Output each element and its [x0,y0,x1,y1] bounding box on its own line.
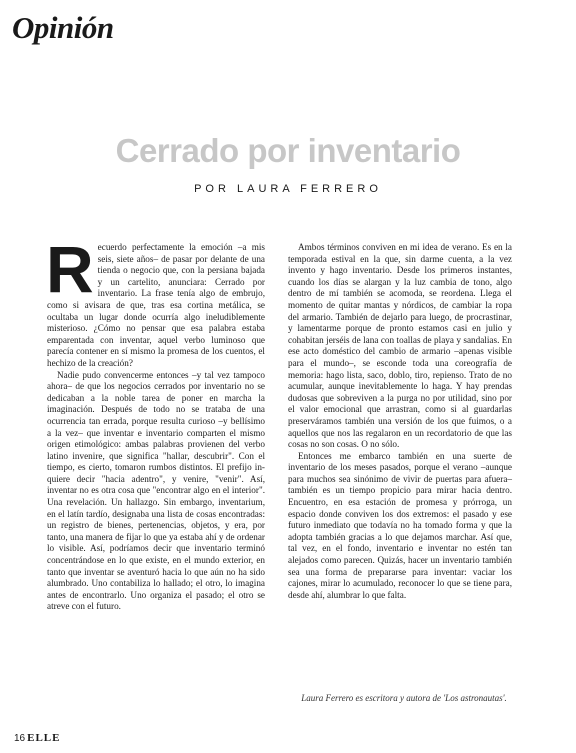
page-footer [14,732,60,744]
byline: POR LAURA FERRERO [194,183,382,195]
article-column-left [46,232,265,613]
brand-logo: ELLE [27,732,61,744]
author-note: Laura Ferrero es escritora y autora de 'Los astronautas'. [301,693,507,703]
page-number: 16 [14,733,26,744]
paragraph: Nadie pudo convencerme entonces –y tal vez tampoco ahora– de que los negocios cerrados por inventario no se dedicaban a la noble tarea de poner en marcha la imaginación. Después de todo no se trataba de una ocurrencia tan errada, porque resulta curioso –y bellísimo a la vez– que inventar e inventario comparten el mismo origen etimológico: ambas palabras provienen del verbo latino invenire, que significa "hallar, descubrir". Con el tiempo, es cierto, tomaron rumbos distintos. El prefijo in- quiere decir "hacia adentro", y venire, "venir". Así, inventar no es otra cosa que "encontrar algo en el interior". Una revelación. Un hallazgo. Sin embargo, inventarium, en el latín tardío, designaba una lista de cosas encontradas: un registro de bienes, pertenencias, objetos, y era, por tanto, una manera de fijar lo que ya estaba ahí y de ordenar lo visible. Así, podríamos decir que inventario terminó concentrándose en lo que existe, en el mundo exterior, en tanto que inventar se aventuró hacia lo que aún no ha sido alumbrado. Uno contabiliza lo hallado; el otro, lo imagina antes de encontrarlo. Uno organiza el pasado; el otro se atreve con el futuro. [47,369,265,612]
paragraph: Ambos términos conviven en mi idea de verano. Es en la temporada estival en la que, sin darme cuenta, a la vez invento y hago inventario. Desde los primeros instantes, cuando los días se alargan y la luz cambia de tono, algo dentro de mí también se acomoda, se reordena. Llega el momento de quitar mantas y nórdicos, de cambiar la ropa del armario. También de dejarlo para luego, de procrastinar, y lamentarme porque de pronto estamos casi en julio y cohabitan jerséis de lana con toallas de playa y sandalias. En ese acto doméstico del cambio de armario –apenas visible para el mundo–, se esconde toda una coreografía de memoria: hago lista, saco, doblo, tiro, repienso. Trato de no acumular, aunque inevitablemente lo haga. Y hay prendas dudosas que sobreviven a la purga no por utilidad, sino por el valor emocional que arrastran, como si al guardarlas preserváramos también una versión de los que fuimos, o a aquellos que nos las regalaron en un recordatorio de que las cosas no son cosas. O no sólo. [288,242,512,450]
dropcap: R [46,232,94,306]
article-title: Cerrado por inventario [115,132,461,169]
paragraph: Recuerdo perfectamente la emoción –a mis seis, siete años– de pasar por delante de una tienda o negocio que, con la persiana bajada y un cartelito, anunciara: Cerrado por inventario. La frase tenía algo de embrujo, como si avisara de que, tras esa cortina metálica, se ocultaba un lugar donde ocurría algo ineludiblemente misterioso. ¿Cómo no pensar que esa palabra estaba emparentada con inventar, aquel verbo luminoso que parecía contener en sí mismo la promesa de los cuentos, el hechizo de la creación? [46,232,265,368]
article-column-right [288,242,512,601]
section-label: Opinión [12,10,114,45]
paragraph: Entonces me embarco también en una suerte de inventario de los meses pasados, porque el verano –aunque para muchos sea sinónimo de vivir de puertas para afuera– también es un tiempo propicio para mirar hacia dentro. Encuentro, en esa estación de promesa y prórroga, un espacio donde conviven los dos extremos: el pasado y ese futuro inmediato que todavía no ha tomado forma y que la adopta también gracias a lo que dejamos marchar. Así que, tal vez, en el fondo, inventario e inventar no estén tan alejados como parecen. Quizás, hacer un inventario también sea una forma de prepararse para inventar: vaciar los cajones, mirar lo acumulado, reconocer lo que se tiene para, desde ahí, alumbrar lo que falta. [288,450,512,600]
